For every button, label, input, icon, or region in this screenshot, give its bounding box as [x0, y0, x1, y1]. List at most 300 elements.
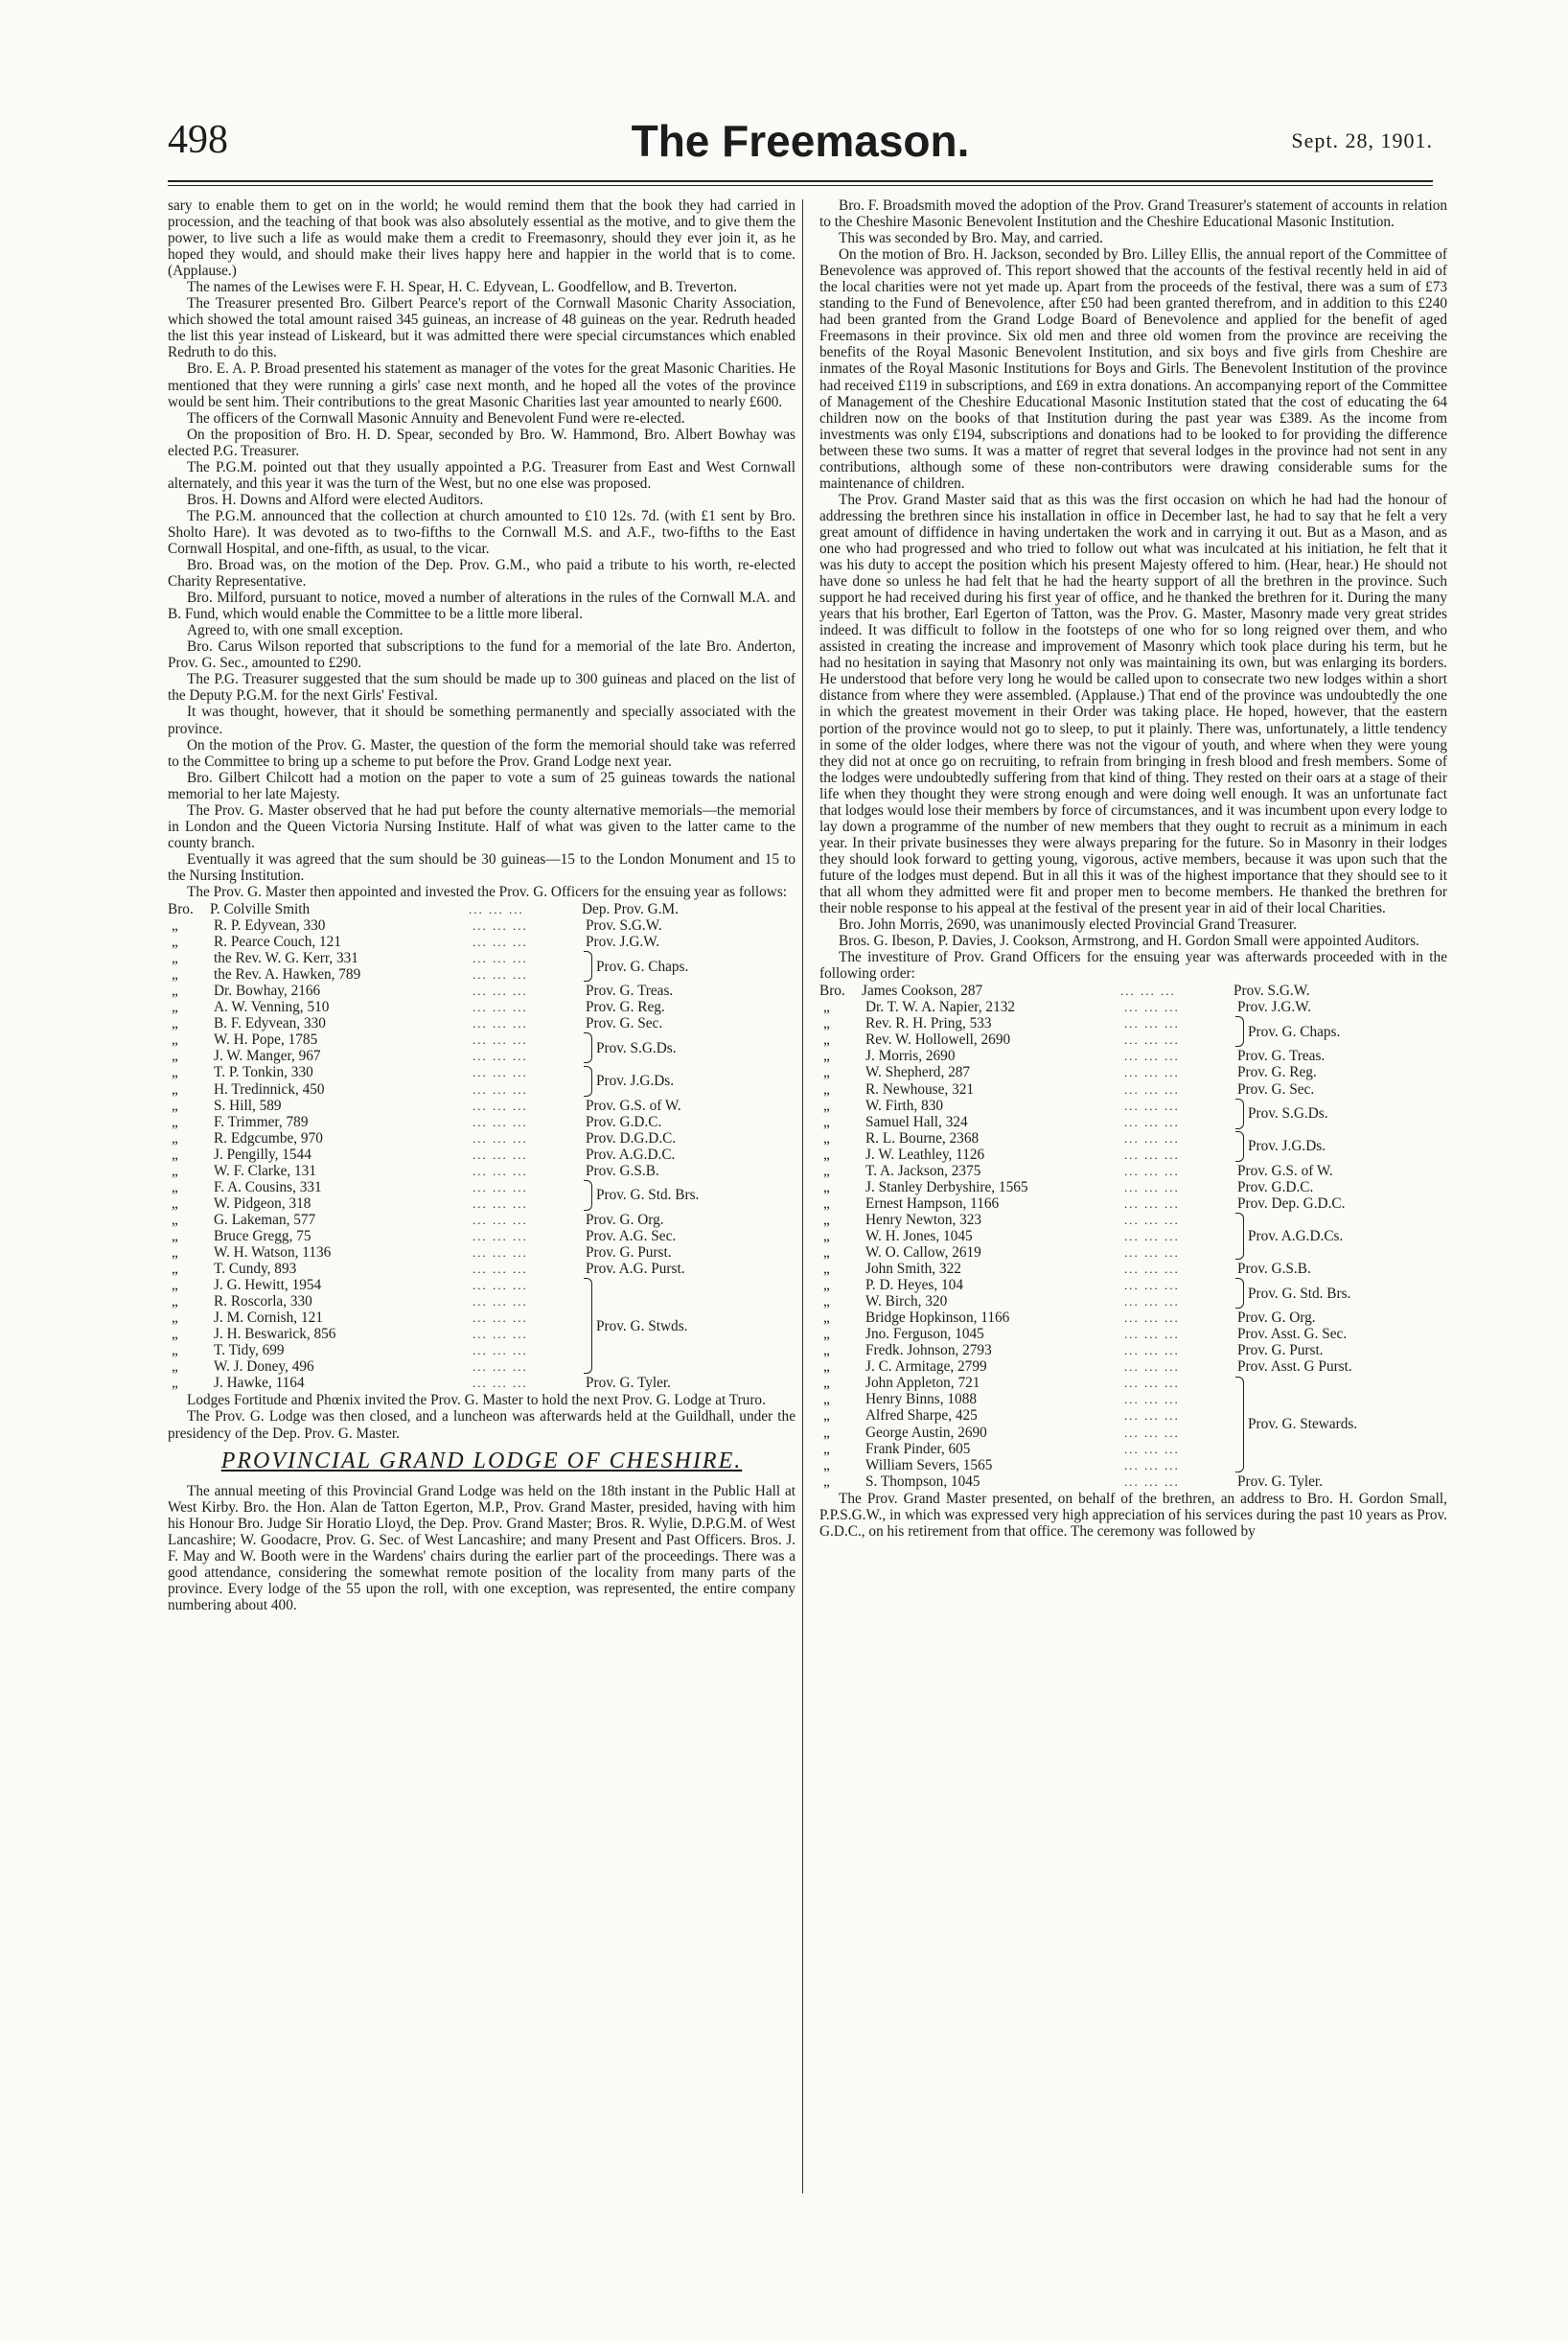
officer-row [168, 1195, 586, 1212]
officer-office: Prov. G.S. of W. [586, 1097, 681, 1114]
ditto-mark: „ [823, 1064, 830, 1081]
leader-dots: ... ... ... [1124, 1179, 1180, 1194]
leader-dots: ... ... ... [473, 1081, 528, 1097]
right-paragraphs-a [819, 197, 1447, 982]
officer-name: T. P. Tonkin, 330 [214, 1064, 313, 1081]
leader-dots: ... ... ... [473, 1049, 528, 1064]
ditto-mark: „ [172, 1310, 178, 1327]
ditto-mark: „ [172, 1194, 178, 1212]
officer-office: Prov. G. Stewards. [1248, 1415, 1358, 1432]
officer-office: Prov. A.G. Sec. [586, 1227, 677, 1244]
group-brace [1235, 1131, 1244, 1162]
officer-row [168, 1064, 586, 1080]
officer-name: Samuel Hall, 324 [865, 1113, 968, 1130]
officer-name: R. P. Edyvean, 330 [214, 917, 326, 935]
officer-name: Fredk. Johnson, 2793 [865, 1342, 992, 1359]
ditto-mark: „ [172, 999, 178, 1016]
officer-name: Dr. Bowhay, 2166 [214, 983, 321, 1000]
leader-dots: ... ... ... [1124, 1343, 1180, 1358]
officer-group [819, 1015, 1447, 1048]
officer-office: Prov. G. Std. Brs. [596, 1187, 700, 1204]
leader-dots: ... ... ... [1124, 1359, 1180, 1375]
leader-dots: ... ... ... [473, 1147, 528, 1162]
leader-dots: ... ... ... [1124, 1262, 1180, 1277]
officer-name: W. H. Pope, 1785 [214, 1031, 318, 1049]
officer-row [819, 1212, 1237, 1228]
leader-dots: ... ... ... [469, 902, 524, 917]
ditto-mark: „ [823, 1146, 830, 1163]
officer-name: John Smith, 322 [865, 1261, 961, 1278]
officer-name: B. F. Edyvean, 330 [214, 1015, 326, 1032]
left-paragraphs-a [168, 197, 796, 900]
officer-office: Prov. G.D.C. [1237, 1178, 1314, 1195]
officer-group [819, 1375, 1447, 1472]
officer-row [168, 1342, 586, 1358]
group-brace [1235, 1016, 1244, 1047]
officer-name: W. H. Jones, 1045 [865, 1227, 973, 1244]
officer-row [819, 1048, 1447, 1064]
right-officers-list [819, 983, 1447, 1489]
officer-group [819, 1098, 1447, 1130]
ditto-mark: „ [823, 1031, 830, 1049]
paragraph: On the motion of the Prov. G. Master, the question of the form the memorial should take was referred to the Committee to bring up a scheme to put before the Prov. Grand Lodge next year. [168, 736, 796, 770]
officer-row [819, 1473, 1447, 1490]
leader-dots: ... ... ... [473, 1195, 528, 1211]
officer-row [168, 1244, 796, 1261]
officer-group [819, 1130, 1447, 1163]
officer-office: Prov. G.S.B. [586, 1162, 659, 1179]
officer-name: J. H. Beswarick, 856 [214, 1326, 336, 1343]
officer-office: Prov. Asst. G Purst. [1237, 1358, 1352, 1376]
officer-row [819, 1228, 1237, 1244]
leader-dots: ... ... ... [1124, 1081, 1180, 1097]
paragraph: The names of the Lewises were F. H. Spear, H. C. Edyvean, L. Goodfellow, and B. Treverton. [187, 279, 738, 296]
group-brace [584, 951, 592, 982]
officer-name: W. J. Doney, 496 [214, 1358, 314, 1376]
leader-dots: ... ... ... [473, 1294, 528, 1310]
officer-office: Prov. A.G.D.C. [586, 1146, 676, 1163]
leader-dots: ... ... ... [1124, 1098, 1180, 1113]
officer-office: Prov. G. Tyler. [586, 1375, 672, 1392]
officer-office: Prov. Asst. G. Sec. [1237, 1326, 1348, 1343]
officer-row [168, 1081, 586, 1098]
officer-row [168, 1015, 796, 1031]
officer-group [168, 1064, 796, 1097]
officer-row [168, 1277, 586, 1293]
officer-office: Prov. D.G.D.C. [586, 1129, 677, 1147]
leader-dots: ... ... ... [473, 951, 528, 966]
ditto-mark: „ [172, 1015, 178, 1032]
officers-heading: Bro. [168, 901, 194, 918]
officer-group [168, 1031, 796, 1064]
paragraph: The annual meeting of this Provincial Grand Lodge was held on the 18th instant in the Public Hall at West Kirby. Bro. the Hon. Alan de Tatton Egerton, M.P., Prov. Grand Master, presided, having with him his Honour Bro. Judge Sir Horatio Lloyd, the Dep. Prov. Grand Master; Bros. R. Wylie, D.P.G.M. of West Lancashire; W. Goodacre, Prov. G. Sec. of West Lancashire; and many Present and Past Officers. Bros. J. F. May and W. Booth were in the Wardens' chairs during the earlier part of the proceedings. There was a good attendance, considering the somewhat remote position of the locality from many parts of the province. Every lodge of the 55 upon the roll, with one exception, was represented, the entire company numbering about 400. [168, 1482, 796, 1613]
officer-office: Prov. G. Chaps. [596, 958, 689, 975]
ditto-mark: „ [172, 1211, 178, 1228]
officer-row [168, 1147, 796, 1163]
officer-name: W. F. Clarke, 131 [214, 1162, 316, 1179]
ditto-mark: „ [823, 1080, 830, 1098]
leader-dots: ... ... ... [473, 1000, 528, 1015]
paragraph: Bro. Gilbert Chilcott had a motion on the paper to vote a sum of 25 guineas towards the national memorial to her late Majesty. [168, 769, 796, 802]
ditto-mark: „ [823, 1097, 830, 1114]
officer-row [819, 983, 1447, 999]
leader-dots: ... ... ... [1124, 1114, 1180, 1129]
ditto-mark: „ [823, 1391, 830, 1408]
officer-row [168, 1048, 586, 1064]
ditto-mark: „ [823, 1358, 830, 1376]
officer-row [819, 1195, 1447, 1212]
right-paragraphs-b [819, 1491, 1447, 1540]
leader-dots: ... ... ... [473, 1262, 528, 1277]
leader-dots: ... ... ... [473, 1032, 528, 1048]
officer-row [168, 1326, 586, 1342]
leader-dots: ... ... ... [473, 1228, 528, 1243]
officer-office: Prov. S.G.Ds. [1248, 1105, 1328, 1123]
ditto-mark: „ [823, 1178, 830, 1195]
paragraph: Bro. Carus Wilson reported that subscriptions to the fund for a memorial of the late Bro. Anderton, Prov. G. Sec., amounted to £290. [168, 638, 796, 672]
ditto-mark: „ [823, 1162, 830, 1179]
leader-dots: ... ... ... [1120, 984, 1176, 999]
ditto-mark: „ [823, 1211, 830, 1228]
officer-row [819, 1391, 1237, 1407]
paragraph: sary to enable them to get on in the world; he would remind them that the book they had carried in procession, and the teaching of that book was also absolutely essential as the motive, and to give them the power, to live such a life as would make them a credit to Freemasonry, should they ever join it, as he hoped they would, and should make their lives happy here and happier in the world that is to come. (Applause.) [168, 197, 796, 280]
officer-row [819, 1326, 1447, 1342]
officer-row [819, 1064, 1447, 1080]
officer-row [168, 966, 586, 983]
ditto-mark: „ [823, 1342, 830, 1359]
officer-office: Dep. Prov. G.M. [582, 901, 679, 918]
officer-name: W. O. Callow, 2619 [865, 1244, 981, 1261]
officer-name: W. Pidgeon, 318 [214, 1194, 311, 1212]
officer-name: J. G. Hewitt, 1954 [214, 1277, 322, 1294]
leader-dots: ... ... ... [1124, 1425, 1180, 1440]
leader-dots: ... ... ... [1124, 1032, 1180, 1048]
officer-row [168, 917, 796, 934]
officer-row [819, 1098, 1237, 1114]
right-column [819, 197, 1447, 1540]
officer-row [168, 1293, 586, 1310]
officer-row [819, 1375, 1237, 1391]
ditto-mark: „ [823, 1244, 830, 1261]
officer-name: Dr. T. W. A. Napier, 2132 [865, 999, 1016, 1016]
officer-name: P. Colville Smith [210, 901, 311, 918]
officer-row [168, 983, 796, 999]
officer-name: T. A. Jackson, 2375 [865, 1162, 981, 1179]
officer-row [168, 1310, 586, 1326]
group-brace [1235, 1278, 1244, 1309]
ditto-mark: „ [823, 1015, 830, 1032]
paragraph: The P.G.M. pointed out that they usually appointed a P.G. Treasurer from East and West Cornwall alternately, and this year it was the turn of the West, but no one else was proposed. [168, 458, 796, 492]
leader-dots: ... ... ... [473, 1212, 528, 1227]
officer-name: W. Firth, 830 [865, 1097, 944, 1114]
leader-dots: ... ... ... [473, 918, 528, 934]
leader-dots: ... ... ... [1124, 1408, 1180, 1424]
paragraph: The investiture of Prov. Grand Officers for the ensuing year was afterwards proceeded with in the following order: [819, 949, 1447, 983]
ditto-mark: „ [172, 1178, 178, 1195]
leader-dots: ... ... ... [1124, 1049, 1180, 1064]
officer-office: Prov. G.S.B. [1237, 1261, 1311, 1278]
section-heading: PROVINCIAL GRAND LODGE OF CHESHIRE. [220, 1448, 743, 1473]
leader-dots: ... ... ... [473, 1130, 528, 1146]
group-brace [584, 1180, 592, 1211]
ditto-mark: „ [172, 934, 178, 951]
officer-name: H. Tredinnick, 450 [214, 1080, 325, 1098]
officer-name: F. A. Cousins, 331 [214, 1178, 322, 1195]
officers-heading: Bro. [819, 983, 845, 1000]
officer-name: Henry Binns, 1088 [865, 1391, 977, 1408]
ditto-mark: „ [172, 950, 178, 967]
ditto-mark: „ [823, 1227, 830, 1244]
officer-row [819, 1358, 1447, 1375]
left-column [168, 197, 796, 1613]
officer-row [168, 1031, 586, 1048]
paragraph: The Treasurer presented Bro. Gilbert Pearce's report of the Cornwall Masonic Charity Association, which showed the total amount raised 345 guineas, an increase of 48 guineas on the year. Redruth headed the list this year instead of Liskeard, but it was admitted there were special circumstances which enabled Redruth to do this. [168, 295, 796, 361]
ditto-mark: „ [823, 1375, 830, 1392]
paragraph: The P.G. Treasurer suggested that the sum should be made up to 300 guineas and placed on the list of the Deputy P.G.M. for the next Girls' Festival. [168, 671, 796, 705]
officer-name: J. C. Armitage, 2799 [865, 1358, 987, 1376]
header-rule-thin [168, 185, 1433, 186]
officer-row [819, 1310, 1447, 1326]
officer-name: G. Lakeman, 577 [214, 1211, 316, 1228]
officer-name: James Cookson, 287 [862, 983, 983, 1000]
officer-name: Jno. Ferguson, 1045 [865, 1326, 984, 1343]
officer-name: J. W. Leathley, 1126 [865, 1146, 985, 1163]
paragraph: The P.G.M. announced that the collection at church amounted to £10 12s. 7d. (with £1 sent by Bro. Sholto Hare). It was devoted as to two-fifths to the Cornwall M.S. and A.F., two-fifths to the East Cornwall Hospital, and one-fifth, as usual, to the vicar. [168, 507, 796, 557]
ditto-mark: „ [172, 917, 178, 935]
ditto-mark: „ [172, 1048, 178, 1065]
officer-office: Prov. G. Std. Brs. [1248, 1285, 1351, 1302]
officer-name: Alfred Sharpe, 425 [865, 1407, 978, 1425]
left-paragraphs-c [168, 1483, 796, 1613]
officer-group [819, 1277, 1447, 1310]
officer-name: S. Hill, 589 [214, 1097, 282, 1114]
officer-name: J. M. Cornish, 121 [214, 1310, 323, 1327]
officer-name: T. Cundy, 893 [214, 1261, 297, 1278]
ditto-mark: „ [823, 1293, 830, 1310]
officer-office: Prov. G.S. of W. [1237, 1162, 1333, 1179]
officer-row [168, 1228, 796, 1244]
ditto-mark: „ [172, 966, 178, 984]
leader-dots: ... ... ... [1124, 1130, 1180, 1146]
ditto-mark: „ [172, 1358, 178, 1376]
paragraph: Eventually it was agreed that the sum should be 30 guineas—15 to the London Monument and 15 to the Nursing Institution. [168, 850, 796, 884]
officer-name: W. Birch, 320 [865, 1293, 948, 1310]
officer-name: J. Pengilly, 1544 [214, 1146, 311, 1163]
ditto-mark: „ [823, 1261, 830, 1278]
officer-row [168, 934, 796, 950]
leader-dots: ... ... ... [1124, 1212, 1180, 1227]
paragraph: The Prov. G. Lodge was then closed, and a luncheon was afterwards held at the Guildhall, under the presidency of the Dep. Prov. G. Master. [168, 1408, 796, 1442]
officer-office: Prov. J.G.W. [1237, 999, 1312, 1016]
paragraph: On the proposition of Bro. H. D. Spear, seconded by Bro. W. Hammond, Bro. Albert Bowhay was elected P.G. Treasurer. [168, 426, 796, 459]
officer-name: the Rev. W. G. Kerr, 331 [214, 950, 358, 967]
leader-dots: ... ... ... [1124, 1376, 1180, 1391]
officer-row [168, 1163, 796, 1179]
officer-office: Prov. G. Tyler. [1237, 1472, 1324, 1490]
group-brace [584, 1278, 592, 1374]
leader-dots: ... ... ... [473, 1163, 528, 1178]
officer-row [819, 1293, 1237, 1310]
paragraph: The Prov. Grand Master presented, on behalf of the brethren, an address to Bro. H. Gordon Small, P.P.S.G.W., in which was expressed very high appreciation of his services during the past 10 years as Prov. G.D.C., on his retirement from that office. The ceremony was followed by [819, 1490, 1447, 1540]
officer-row [819, 1244, 1237, 1261]
leader-dots: ... ... ... [473, 1343, 528, 1358]
header-rule [168, 180, 1433, 182]
officer-office: Prov. G. Sec. [1237, 1080, 1315, 1098]
leader-dots: ... ... ... [473, 1114, 528, 1129]
officer-name: W. H. Watson, 1136 [214, 1244, 332, 1261]
officer-name: A. W. Venning, 510 [214, 999, 330, 1016]
leader-dots: ... ... ... [1124, 1195, 1180, 1211]
officer-name: the Rev. A. Hawken, 789 [214, 966, 361, 984]
ditto-mark: „ [823, 1277, 830, 1294]
ditto-mark: „ [172, 1064, 178, 1081]
officer-office: Prov. G. Treas. [1237, 1048, 1326, 1065]
ditto-mark: „ [823, 1310, 830, 1327]
officer-row [168, 1130, 796, 1147]
ditto-mark: „ [172, 1375, 178, 1392]
paragraph: Agreed to, with one small exception. [187, 622, 404, 639]
leader-dots: ... ... ... [1124, 1245, 1180, 1260]
officer-office: Prov. S.G.W. [1234, 983, 1310, 1000]
officer-row [819, 1425, 1237, 1441]
ditto-mark: „ [172, 983, 178, 1000]
officer-row [819, 1277, 1237, 1293]
officer-group [168, 950, 796, 983]
page-number: 498 [168, 118, 228, 162]
officer-row [819, 1031, 1237, 1048]
leader-dots: ... ... ... [473, 1359, 528, 1375]
officer-row [819, 1407, 1237, 1424]
officer-name: J. W. Manger, 967 [214, 1048, 321, 1065]
paragraph: It was thought, however, that it should be something permanently and specially associated with the province. [168, 704, 796, 737]
officer-row [819, 1179, 1447, 1195]
leader-dots: ... ... ... [1124, 1441, 1180, 1456]
officer-office: Prov. A.G. Purst. [586, 1261, 685, 1278]
paragraph: On the motion of Bro. H. Jackson, seconded by Bro. Lilley Ellis, the annual report of the Committee of Benevolence was approved of. This report showed that the accounts of the festival recently held in aid of the local charities were not yet made up. Apart from the proceeds of the festival, there was a sum of £73 standing to the Fund of Benevolence, after £50 had been granted therefrom, and in addition to this £240 had been granted from the Grand Lodge Board of Benevolence and applied for the benefit of aged Freemasons in their province. Six old men and three old women from the province are receiving the benefits of the Royal Masonic Benevolent Institution, and six boys and five girls from Cheshire are inmates of the Royal Masonic Institutions for Boys and Girls. The Benevolent Institution of the province had received £119 in subscriptions, and £69 in extra donations. An accompanying report of the Committee of Management of the Cheshire Educational Masonic Institution stated that the cost of educating the 64 children now on the books of that Institution during the past year was £389. As the income from investments was only £194, subscriptions and donations had to be looked to for providing the difference between these two sums. It was a matter of regret that several lodges in the province had not sent in any contributions, although some of these non-contributors were drawing considerable sums for the maintenance of children. [819, 246, 1447, 492]
group-brace [1235, 1377, 1244, 1472]
officer-row [168, 1375, 796, 1391]
officer-name: Henry Newton, 323 [865, 1211, 982, 1228]
officer-name: J. Morris, 2690 [865, 1048, 956, 1065]
ditto-mark: „ [172, 1113, 178, 1130]
ditto-mark: „ [823, 1472, 830, 1490]
leader-dots: ... ... ... [473, 935, 528, 950]
officer-office: Prov. G. Purst. [586, 1244, 672, 1261]
ditto-mark: „ [172, 1031, 178, 1049]
officer-name: W. Shepherd, 287 [865, 1064, 971, 1081]
officer-name: George Austin, 2690 [865, 1424, 987, 1441]
leader-dots: ... ... ... [1124, 1163, 1180, 1178]
officer-group [168, 1277, 796, 1375]
officer-office: Prov. G.D.C. [586, 1113, 662, 1130]
officer-office: Prov. J.G.W. [586, 934, 660, 951]
paragraph: Bro. Milford, pursuant to notice, moved a number of alterations in the rules of the Cornwall M.A. and B. Fund, which would enable the Committee to be a little more liberal. [168, 590, 796, 623]
ditto-mark: „ [172, 1277, 178, 1294]
paragraph: Bro. John Morris, 2690, was unanimously elected Provincial Grand Treasurer. [839, 916, 1297, 934]
leader-dots: ... ... ... [473, 1310, 528, 1326]
ditto-mark: „ [823, 1407, 830, 1425]
ditto-mark: „ [823, 1440, 830, 1457]
leader-dots: ... ... ... [1124, 1457, 1180, 1472]
ditto-mark: „ [172, 1293, 178, 1310]
officer-row [819, 1342, 1447, 1358]
officer-row [168, 1179, 586, 1195]
ditto-mark: „ [823, 1424, 830, 1441]
paragraph: Bros. H. Downs and Alford were elected Auditors. [187, 491, 484, 508]
paragraph: The officers of the Cornwall Masonic Annuity and Benevolent Fund were re-elected. [187, 409, 685, 427]
leader-dots: ... ... ... [1124, 1392, 1180, 1407]
officer-name: Ernest Hampson, 1166 [865, 1194, 1000, 1212]
paragraph: The Prov. G. Master then appointed and invested the Prov. G. Officers for the ensuing year as follows: [187, 883, 788, 900]
officer-office: Prov. G. Purst. [1237, 1342, 1324, 1359]
paragraph: Bro. E. A. P. Broad presented his statement as manager of the votes for the great Masonic Charities. He mentioned that they were running a girls' case next month, and he hoped all the votes of the province would be sent him. Their contributions to the great Masonic Charities last year amounted to nearly £600. [168, 360, 796, 410]
ditto-mark: „ [823, 1194, 830, 1212]
officer-office: Prov. G. Treas. [586, 983, 674, 1000]
officer-office: Prov. G. Sec. [586, 1015, 663, 1032]
leader-dots: ... ... ... [473, 1327, 528, 1342]
officer-office: Prov. G. Reg. [586, 999, 665, 1016]
officer-office: Prov. S.G.Ds. [596, 1039, 677, 1056]
paragraph: Bros. G. Ibeson, P. Davies, J. Cookson, Armstrong, and H. Gordon Small were appointed Auditors. [839, 933, 1419, 950]
officer-office: Prov. G. Org. [586, 1211, 664, 1228]
ditto-mark: „ [172, 1129, 178, 1147]
officer-row [168, 1098, 796, 1114]
leader-dots: ... ... ... [1124, 1294, 1180, 1310]
officer-office: Prov. G. Reg. [1237, 1064, 1317, 1081]
officer-name: F. Trimmer, 789 [214, 1113, 309, 1130]
officer-name: J. Stanley Derbyshire, 1565 [865, 1178, 1028, 1195]
leader-dots: ... ... ... [1124, 1278, 1180, 1293]
ditto-mark: „ [823, 1048, 830, 1065]
officer-row [819, 1015, 1237, 1031]
officer-office: Prov. Dep. G.D.C. [1237, 1194, 1346, 1212]
officer-row [819, 1081, 1447, 1098]
officer-row [819, 1441, 1237, 1457]
officer-name: R. Roscorla, 330 [214, 1293, 312, 1310]
ditto-mark: „ [172, 1162, 178, 1179]
officer-row [819, 1163, 1447, 1179]
officer-office: Prov. J.G.Ds. [1248, 1138, 1326, 1155]
paragraph: Bro. Broad was, on the motion of the Dep. Prov. G.M., who paid a tribute to his worth, re-elected Charity Representative. [168, 557, 796, 591]
group-brace [1235, 1213, 1244, 1260]
paragraph: The Prov. G. Master observed that he had put before the county alternative memorials—the memorial in London and the Queen Victoria Nursing Institute. Half of what was given to the latter came to the county branch. [168, 801, 796, 851]
ditto-mark: „ [823, 999, 830, 1016]
leader-dots: ... ... ... [1124, 1016, 1180, 1031]
officer-group [168, 1179, 796, 1212]
officer-row [819, 1114, 1237, 1130]
officer-name: R. Edgcumbe, 970 [214, 1129, 323, 1147]
leader-dots: ... ... ... [1124, 1000, 1180, 1015]
ditto-mark: „ [823, 1326, 830, 1343]
officer-name: P. D. Heyes, 104 [865, 1277, 963, 1294]
officer-name: John Appleton, 721 [865, 1375, 980, 1392]
officer-office: Prov. A.G.D.Cs. [1248, 1227, 1344, 1244]
officer-name: Rev. R. H. Pring, 533 [865, 1015, 992, 1032]
officer-group [819, 1212, 1447, 1261]
officer-office: Prov. G. Chaps. [1248, 1023, 1341, 1040]
ditto-mark: „ [172, 1080, 178, 1098]
group-brace [584, 1066, 592, 1097]
leader-dots: ... ... ... [473, 1245, 528, 1260]
officer-row [819, 999, 1447, 1015]
officer-row [168, 999, 796, 1015]
officer-row [168, 950, 586, 966]
leader-dots: ... ... ... [473, 1065, 528, 1080]
leader-dots: ... ... ... [1124, 1473, 1180, 1489]
officer-row [819, 1457, 1237, 1473]
ditto-mark: „ [823, 1113, 830, 1130]
paragraph: Bro. F. Broadsmith moved the adoption of the Prov. Grand Treasurer's statement of accounts in relation to the Cheshire Masonic Benevolent Institution and the Cheshire Educational Masonic Institution. [819, 197, 1447, 231]
